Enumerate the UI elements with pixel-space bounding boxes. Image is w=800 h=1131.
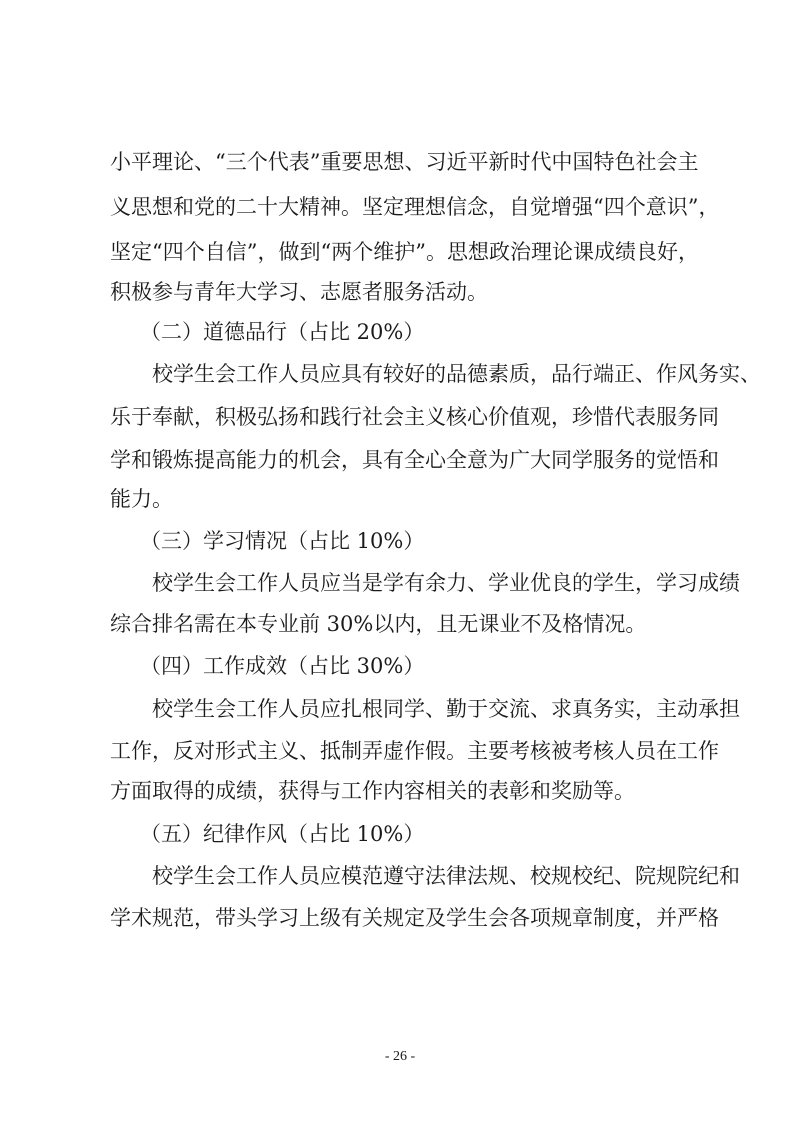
paragraph-line: 坚定“四个自信”，做到“两个维护”。思想政治理论课成绩良好， bbox=[110, 240, 699, 264]
paragraph-line: 积极参与青年大学习、志愿者服务活动。 bbox=[110, 280, 488, 304]
paragraph-line: 学和锻炼提高能力的机会，具有全心全意为广大同学服务的觉悟和 bbox=[110, 448, 719, 472]
paragraph-line: 校学生会工作人员应当是学有余力、学业优良的学生，学习成绩 bbox=[152, 571, 740, 595]
paragraph-line: 综合排名需在本专业前 30%以内，且无课业不及格情况。 bbox=[110, 612, 647, 636]
section-heading: （五）纪律作风（占比 10%） bbox=[140, 822, 425, 846]
page-number: - 26 - bbox=[384, 1049, 416, 1064]
section-heading: （四）工作成效（占比 30%） bbox=[140, 654, 425, 678]
paragraph-line: 义思想和党的二十大精神。坚定理想信念，自觉增强“四个意识”， bbox=[110, 195, 720, 219]
paragraph-line: 学术规范，带头学习上级有关规定及学生会各项规章制度，并严格 bbox=[110, 906, 719, 930]
paragraph-line: 校学生会工作人员应模范遵守法律法规、校规校纪、院规院纪和 bbox=[152, 864, 740, 888]
paragraph-line: 小平理论、“三个代表”重要思想、习近平新时代中国特色社会主 bbox=[110, 150, 699, 174]
section-heading: （二）道德品行（占比 20%） bbox=[140, 320, 425, 344]
paragraph-line: 校学生会工作人员应具有较好的品德素质，品行端正、作风务实、 bbox=[152, 362, 761, 386]
paragraph-line: 工作，反对形式主义、抵制弄虚作假。主要考核被考核人员在工作 bbox=[110, 739, 719, 763]
paragraph-line: 方面取得的成绩，获得与工作内容相关的表彰和奖励等。 bbox=[110, 779, 635, 803]
section-heading: （三）学习情况（占比 10%） bbox=[140, 529, 425, 553]
paragraph-line: 校学生会工作人员应扎根同学、勤于交流、求真务实，主动承担 bbox=[152, 697, 740, 721]
paragraph-line: 乐于奉献，积极弘扬和践行社会主义核心价值观，珍惜代表服务同 bbox=[110, 405, 719, 429]
paragraph-line: 能力。 bbox=[110, 487, 173, 511]
